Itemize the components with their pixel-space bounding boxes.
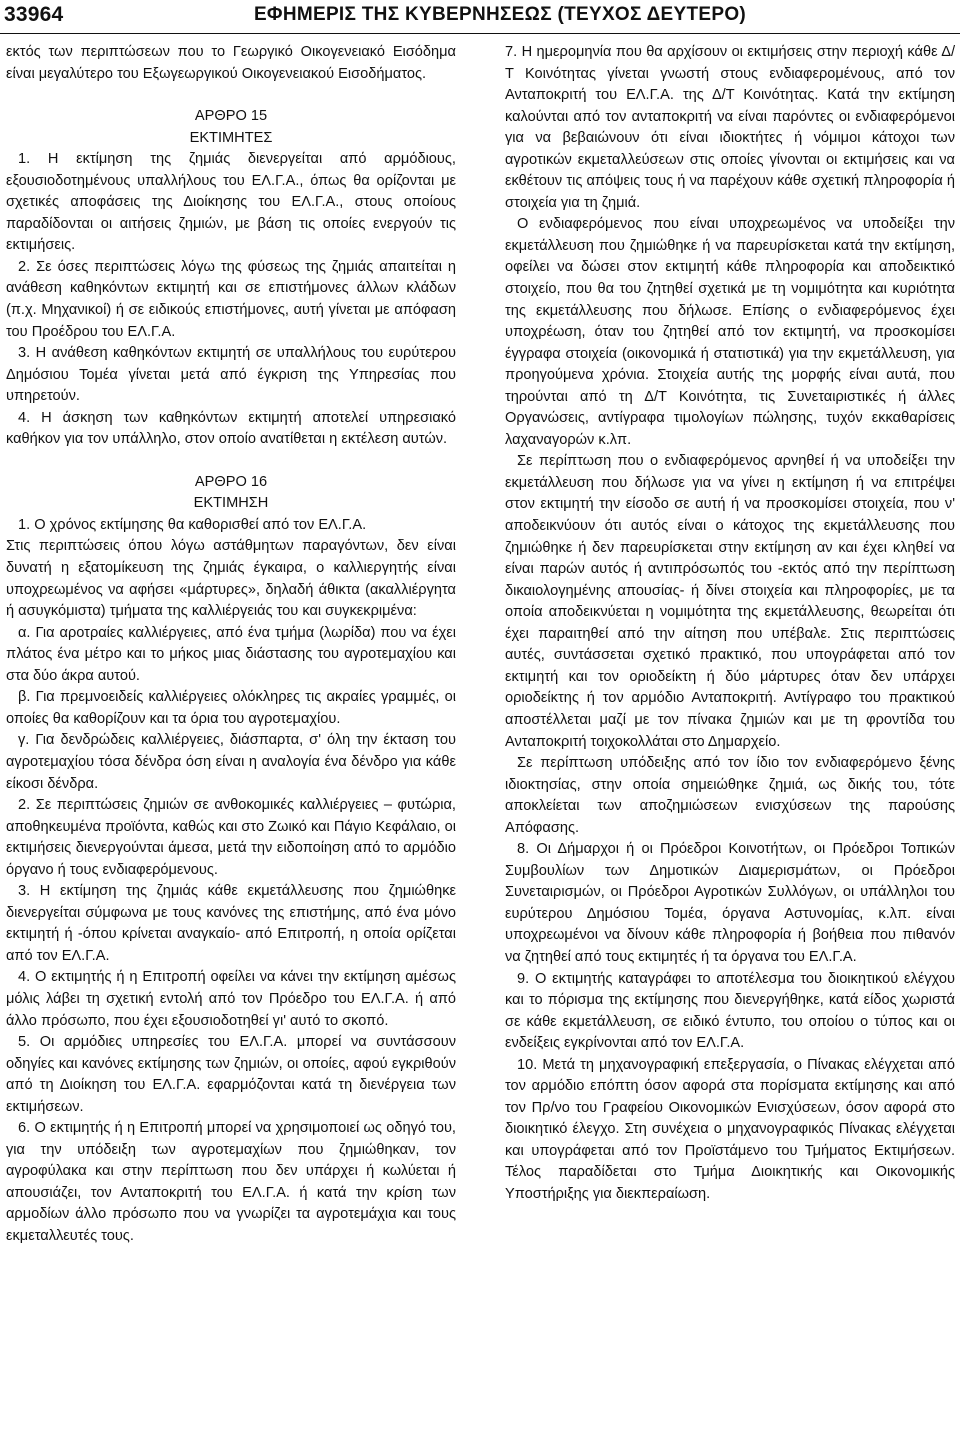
article-16-item-alpha: α. Για αροτραίες καλλιέργειες, από ένα τμήμα (λωρίδα) που να έχει πλάτος ένα μέτρο και το μήκος μιας διάστασης του αγροτεμαχίου και στα δύο άκρα αυτού. — [6, 624, 456, 684]
article-16-paragraph-2: 2. Σε περιπτώσεις ζημιών σε ανθοκομικές καλλιέργειες – φυτώρια, αποθηκευμένα προϊόντα, καθώς και στο Ζωικό και Πάγιο Κεφάλαιο, οι εκτιμήσεις διενεργούνται άμεσα, μετά την ειδοποίηση από το αρμόδιο όργανο ή τους ενδιαφερόμενους. — [6, 797, 456, 878]
article-16-item-beta: β. Για πρεμνοειδείς καλλιέργειες ολόκληρες τις ακραίες γραμμές, οι οποίες θα καθορίζουν και τα όρια του αγροτεμαχίου. — [6, 689, 456, 727]
article-16-paragraph-8: 8. Οι Δήμαρχοι ή οι Πρόεδροι Κοινοτήτων, οι Πρόεδροι Τοπικών Συμβουλίων των Δημοτικών Διαμερισμάτων, οι Πρόεδροι Συνεταιρισμών, οι Πρόεδροι Αγροτικών Συλλόγων, οι υπάλληλοι του ευρύτερου Δημόσιου Τομέα, όργανα Αστυνομίας, κ.λπ. είναι υποχρεωμένοι να δίνουν κάθε πληροφορία ή βοήθεια που πιθανόν να ζητηθεί από τους εκτιμητές ή τα όργανα του ΕΛ.Γ.Α. — [505, 841, 955, 965]
article-16-item-gamma: γ. Για δενδρώδεις καλλιέργειες, διάσπαρτα, σ' όλη την έκταση του αγροτεμαχίου τόσα δένδρα όση είναι η αναλογία ένα δένδρο για κάθε είκοσι δένδρα. — [6, 732, 456, 792]
interested-party-obligations-paragraph: Ο ενδιαφερόμενος που είναι υποχρεωμένος να υποδείξει την εκμετάλλευση που ζημιώθηκε ή να παρευρίσκεται κατά την εκτίμηση, οφείλει να δώσει στον εκτιμητή κάθε πληροφορία και αποδεικτικό στοιχείο, που θα του ζητηθεί σχετικά με τη νομιμότητα και κυριότητα της εκμετάλλευσης που δήλωσε. Επίσης ο ενδιαφερόμενος έχει υποχρέωση, όταν του ζητηθεί από τον εκτιμητή, να προσκομίσει έγγραφα στοιχεία (οικονομικά ή στατιστικά) για την εκμετάλλευση, για προηγούμενα χρόνια. Στοιχεία αυτής της μορφής είναι αυτά, που τηρούνται από τη Δ/Τ Κοινότητα, τις Συνεταιριστικές ή άλλες Οργανώσεις, αντίγραφα τιμολογίων πώλησης, τυχόν εκκαθαρίσεις λαχαναγορών κ.λπ. — [505, 216, 955, 448]
article-16-paragraph-7: 7. Η ημερομηνία που θα αρχίσουν οι εκτιμήσεις στην περιοχή κάθε Δ/Τ Κοινότητας γίνεται γνωστή στους ενδιαφερομένους, από τον Ανταποκριτή του ΕΛ.Γ.Α. της Δ/Τ Κοινότητας. Κατά την εκτίμηση καλούνται από τον ανταποκριτή να είναι παρόντες οι ενδιαφερόμενοι για να βεβαιώνουν ότι είναι ιδιοκτήτες ή νόμιμοι κάτοχοι των αγροτικών εκμεταλλεύσεων στις οποίες γίνονται οι εκτιμήσεις και να εκθέτουν τις απόψεις τους ή να παρέχουν κάθε σχετική πληροφορία ή στοιχεία για τη ζημιά. — [505, 44, 955, 211]
article-16-paragraph-5: 5. Οι αρμόδιες υπηρεσίες του ΕΛ.Γ.Α. μπορεί να συντάσσουν οδηγίες και κανόνες εκτίμησης των ζημιών, οι οποίες, αφού εγκριθούν από τη Διοίκηση του ΕΛ.Γ.Α. εφαρμόζονται κατά τη διενέργεια των εκτιμήσεων. — [6, 1034, 456, 1115]
refusal-paragraph: Σε περίπτωση που ο ενδιαφερόμενος αρνηθεί ή να υποδείξει την εκμετάλλευση που δήλωσε για να γίνει η εκτίμηση ή να επιτρέψει στον εκτιμητή την είσοδο σε αυτή ή να προσκομίσει στοιχεία, που ν' αποδεικνύουν ότι αυτός είναι ο κάτοχος της εκμετάλλευσης που ζημιώθηκε ή δεν παρευρίσκεται στην εκτίμηση αν και έχει κληθεί να είναι παρών αυτός ή αντιπρόσωπός του -εκτός από την περίπτωση δικαιολογημένης απουσίας- ή δίνει στοιχεία και πληροφορίες, με τα οποία αποδεικνύεται η νομιμότητα της εκμετάλλευσης, θεωρείται ότι έχει παραιτηθεί από την αίτηση που υπέβαλε. Στις περιπτώσεις αυτές, συντάσσεται σχετικό πρακτικό, που υπογράφεται από τον εκτιμητή και τον οριοδείκτη ή δύο μάρτυρες όταν δεν υπάρχει οριοδείκτης ή τον αρμόδιο Ανταποκριτή. Αντίγραφο του πρακτικού αποστέλλεται μαζί με τον πίνακα ζημιών και με τη φροντίδα του Ανταποκριτή τοιχοκολλάται στο Δημαρχείο. — [505, 453, 955, 750]
article-16-paragraph-1: 1. Ο χρόνος εκτίμησης θα καθορισθεί από τον ΕΛ.Γ.Α. — [18, 516, 367, 533]
article-16-title: ΕΚΤΙΜΗΣΗ — [193, 495, 269, 512]
article-15-paragraph-2: 2. Σε όσες περιπτώσεις λόγω της φύσεως της ζημιάς απαιτείται η ανάθεση καθηκόντων εκτιμητή και σε επιστήμονες άλλων κλάδων (π.χ. Μηχανικοί) ή σε ειδικούς επιστήμονες, αυτή γίνεται με απόφαση του Προέδρου του ΕΛ.Γ.Α. — [6, 258, 456, 340]
left-column — [6, 42, 456, 1248]
article-16-paragraph-10: 10. Μετά τη μηχανογραφική επεξεργασία, ο Πίνακας ελέγχεται από τον αρμόδιο επόπτη όσον αφορά στα πορίσματα εκτίμησης και από τον Πρ/νο του Γραφείου Οικονομικών Ενισχύσεων, όσον αφορά στο διοικητικό έλεγχο. Στη συνέχεια ο μηχανογραφικός Πίνακας ελέγχεται και υπογράφεται από τον Προϊστάμενο του Τμήματος Εκτιμήσεων. Τέλος παραδίδεται στο Τμήμα Διοικητικής και Οικονομικής Υποστήριξης για διεκπεραίωση. — [505, 1056, 955, 1202]
article-15-paragraph-4: 4. Η άσκηση των καθηκόντων εκτιμητή αποτελεί υπηρεσιακό καθήκον για τον υπάλληλο, στον οποίο ανατίθεται η εκτέλεση αυτών. — [6, 409, 456, 448]
article-16-paragraph-3: 3. Η εκτίμηση της ζημιάς κάθε εκμετάλλευσης που ζημιώθηκε διενεργείται σύμφωνα με τους κανόνες της επιστήμης, από ένα μόνο εκτιμητή ή -όπου κρίνεται αναγκαίο- από Επιτροπή, η οποία ορίζεται από τον ΕΛ.Γ.Α. — [6, 883, 456, 964]
article-16-paragraph-4: 4. Ο εκτιμητής ή η Επιτροπή οφείλει να κάνει την εκτίμηση αμέσως μόλις λάβει τη σχετική εντολή από τον Πρόεδρο του ΕΛ.Γ.Α. ή από άλλο πρόσωπο, που έχει εξουσιοδοτηθεί γι' αυτό το σκοπό. — [6, 969, 456, 1029]
article-16-paragraph-1b: Στις περιπτώσεις όπου λόγω αστάθμητων παραγόντων, δεν είναι δυνατή η εξατομίκευση της ζημιάς έγκαιρα, ο καλλιεργητής είναι υποχρεωμένος να αφήσει «μάρτυρες», δηλαδή άθικτα (ακαλλιέργητα ή ασυγκόμιστα) τμήματα της καλλιέργειάς του και συγκεκριμένα: — [6, 538, 456, 620]
article-16-paragraph-6: 6. Ο εκτιμητής ή η Επιτροπή μπορεί να χρησιμοποιεί ως οδηγό του, για την υπόδειξη των αγροτεμαχίων που ζημιώθηκαν, τον αγροφύλακα και στην περίπτωση που δεν υπάρχει ή κωλύεται ή απουσιάζει, τον Ανταποκριτή του ΕΛ.Γ.Α. ή κατά την κρίση των αρμοδίων άλλο πρόσωπο που να γνωρίζει τα αγροτεμάχια και τους εκμεταλλευτές τους. — [6, 1120, 456, 1244]
article-15-paragraph-1: 1. Η εκτίμηση της ζημιάς διενεργείται από αρμόδιους, εξουσιοδοτημένους υπαλλήλους του ΕΛ.Γ.Α., όπως θα ορίζονται με σχετικές αποφάσεις της Διοίκησης του ΕΛ.Γ.Α., στους οποίους παραδίδονται οι αιτήσεις ζημιών, με βάση τις οποίες ενεργούν τις εκτιμήσεις. — [6, 151, 456, 254]
article-16-paragraph-9: 9. Ο εκτιμητής καταγράφει το αποτέλεσμα του διοικητικού ελέγχου και το πόρισμα της εκτίμησης που διενεργήθηκε, κατά είδος χωριστά σε κάθε εκμετάλλευση, σε ειδικό έντυπο, του οποίου ο τύπος και οι ενδείξεις εγκρίνονται από τον ΕΛ.Γ.Α. — [505, 970, 955, 1052]
page-header — [0, 0, 960, 34]
foreign-property-paragraph: Σε περίπτωση υπόδειξης από τον ίδιο τον ενδιαφερόμενο ξένης ιδιοκτησίας, στην οποία σημειώθηκε ζημιά, ως δικής του, τότε αποκλείεται των αποζημιώσεων ενισχύσεων της παρούσης Απόφασης. — [505, 755, 955, 836]
page-number: 33964 — [4, 3, 64, 26]
intro-paragraph: εκτός των περιπτώσεων που το Γεωργικό Οικογενειακό Εισόδημα είναι μεγαλύτερο του Εξωγεωργικού Οικογενειακού Εισοδήματος. — [6, 44, 456, 82]
right-column — [505, 42, 955, 1206]
article-15-heading: ΑΡΘΡΟ 15 — [194, 108, 268, 125]
article-15-title: ΕΚΤΙΜΗΤΕΣ — [189, 129, 273, 146]
article-16-heading: ΑΡΘΡΟ 16 — [194, 473, 268, 490]
article-15-paragraph-3: 3. Η ανάθεση καθηκόντων εκτιμητή σε υπαλλήλους του ευρύτερου Δημόσιου Τομέα γίνεται μετά από έγκριση της Υπηρεσίας που υπηρετούν. — [6, 345, 456, 405]
gazette-title: ΕΦΗΜΕΡΙΣ ΤΗΣ ΚΥΒΕΡΝΗΣΕΩΣ (ΤΕΥΧΟΣ ΔΕΥΤΕΡΟ) — [253, 4, 747, 25]
